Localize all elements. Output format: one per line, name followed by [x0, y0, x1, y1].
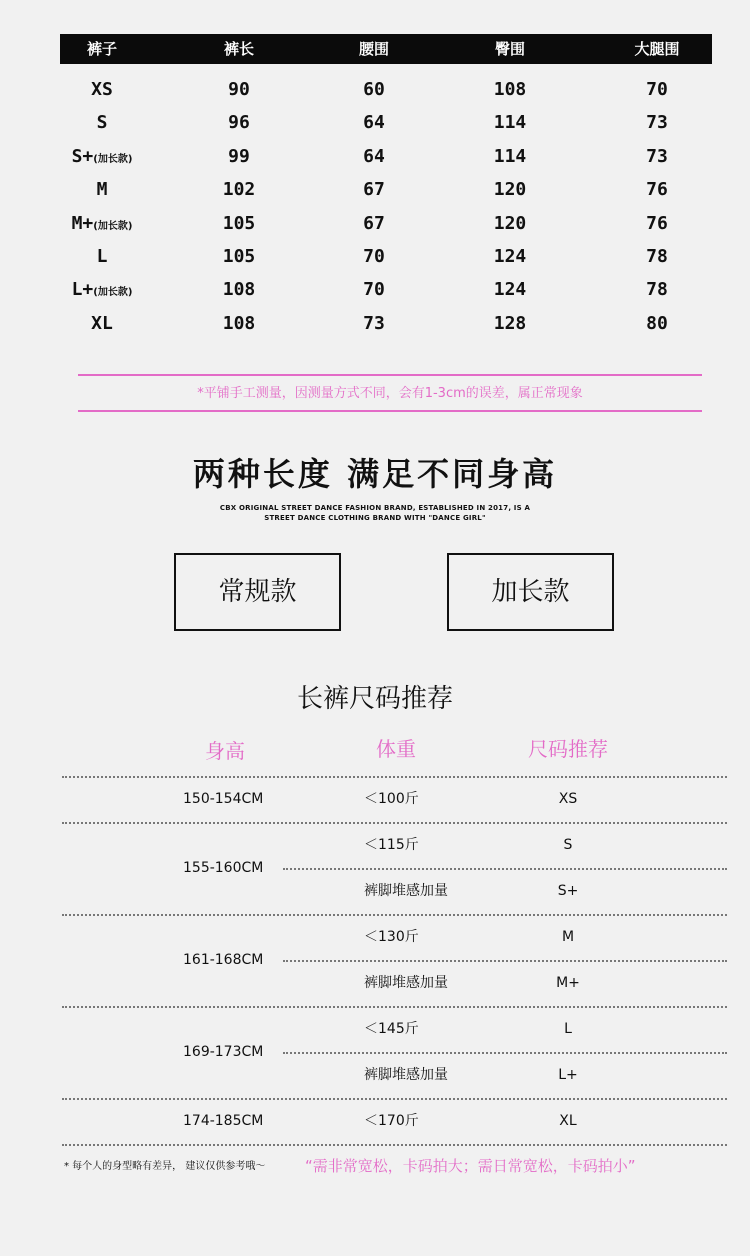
rec-weight: ＜115斤: [364, 837, 419, 853]
size-value-cell: 108: [222, 279, 256, 301]
rec-size: M+: [556, 975, 580, 991]
size-row: [0, 242, 750, 272]
size-label: XL: [91, 312, 113, 334]
size-value-cell: 124: [493, 279, 527, 301]
size-row: [0, 275, 750, 305]
rec-height: 169-173CM: [183, 1044, 264, 1060]
size-value-cell: 64: [363, 145, 385, 167]
footer-quote: “需非常宽松，卡码拍大；需日常宽松，卡码拍小”: [305, 1157, 636, 1175]
rec-divider: [62, 914, 727, 916]
size-value-cell: 67: [363, 212, 385, 234]
size-value-cell: 73: [646, 112, 668, 134]
size-value-cell: 78: [646, 279, 668, 301]
size-note: (加长款): [93, 220, 133, 232]
size-label-cell: [52, 275, 152, 308]
size-row: [0, 142, 750, 172]
rec-height: 155-160CM: [183, 860, 264, 876]
size-label: L+: [71, 279, 94, 301]
rec-height: 174-185CM: [183, 1113, 264, 1129]
rec-height: 161-168CM: [183, 952, 264, 968]
size-label-cell: [52, 75, 152, 105]
size-header-cell: 裤子: [86, 40, 117, 58]
rec-weight: 裤脚堆感加量: [364, 883, 448, 899]
size-value-cell: 105: [222, 246, 256, 267]
size-value-cell: 108: [493, 79, 527, 100]
size-label-cell: [52, 242, 152, 272]
size-value-cell: 64: [363, 112, 385, 134]
rec-size: S+: [557, 883, 579, 899]
divider-bottom: [78, 410, 702, 412]
rec-weight: ＜130斤: [364, 929, 419, 945]
size-value-cell: 70: [646, 79, 668, 100]
size-header-cell: 腰围: [358, 40, 389, 58]
size-value-cell: 76: [646, 212, 668, 234]
rec-header-height: 身高: [205, 739, 245, 763]
rec-divider: [62, 822, 727, 824]
size-value-cell: 124: [493, 246, 527, 267]
size-value-cell: 70: [363, 279, 385, 301]
size-value-cell: 60: [363, 79, 385, 100]
rec-weight: ＜170斤: [364, 1113, 419, 1129]
size-label-cell: [52, 209, 152, 242]
size-label: L: [96, 246, 108, 267]
rec-size: XS: [558, 791, 578, 807]
size-label-cell: [52, 142, 152, 175]
rec-size: L+: [558, 1067, 578, 1083]
size-value-cell: 128: [493, 312, 527, 334]
rec-weight: ＜100斤: [364, 791, 419, 807]
size-label: S: [96, 112, 108, 134]
size-header-cell: 臀围: [494, 40, 525, 58]
rec-divider: [62, 1144, 727, 1146]
regular-length-box: 常规款: [174, 553, 341, 631]
size-value-cell: 80: [646, 312, 668, 334]
size-label: S+: [71, 145, 94, 167]
rec-height: 150-154CM: [183, 791, 264, 807]
rec-weight: 裤脚堆感加量: [364, 975, 448, 991]
size-value-cell: 99: [228, 145, 250, 167]
size-label: XS: [91, 79, 113, 100]
size-label-cell: [52, 175, 152, 205]
length-subtitle: [0, 503, 750, 523]
size-value-cell: 105: [222, 212, 256, 234]
size-label: M+: [71, 212, 94, 234]
rec-weight: ＜145斤: [364, 1021, 419, 1037]
size-value-cell: 120: [493, 179, 527, 201]
rec-subdivider: [283, 1052, 727, 1054]
size-note: (加长款): [93, 153, 133, 165]
size-header-cell: 大腿围: [634, 40, 680, 58]
rec-size: S: [563, 837, 573, 853]
size-value-cell: 102: [222, 179, 256, 201]
size-value-cell: 96: [228, 112, 250, 134]
size-note: (加长款): [93, 287, 133, 299]
size-value-cell: 120: [493, 212, 527, 234]
divider-top: [78, 374, 702, 376]
length-title: 两种长度 满足不同身高: [192, 455, 558, 493]
rec-divider: [62, 1098, 727, 1100]
long-length-box: 加长款: [447, 553, 614, 631]
rec-divider: [62, 776, 727, 778]
rec-size: L: [564, 1021, 572, 1037]
length-subtitle-line1: CBX ORIGINAL STREET DANCE FASHION BRAND, ESTABLISHED IN 2017, IS A: [219, 504, 531, 512]
size-row: [0, 175, 750, 205]
rec-subdivider: [283, 960, 727, 962]
size-row: [0, 209, 750, 239]
size-value-cell: 114: [493, 112, 527, 134]
footer-note: * 每个人的身型略有差异， 建议仅供参考哦～: [64, 1161, 266, 1172]
size-value-cell: 73: [363, 312, 385, 334]
size-table-header: [60, 34, 712, 64]
size-value-cell: 73: [646, 145, 668, 167]
rec-size: XL: [559, 1113, 577, 1129]
rec-header-weight: 体重: [376, 737, 416, 761]
size-label: M: [96, 179, 108, 201]
size-label-cell: [52, 108, 152, 138]
rec-header-size: 尺码推荐: [528, 737, 608, 761]
size-value-cell: 67: [363, 179, 385, 201]
size-value-cell: 78: [646, 246, 668, 267]
recommendation-title: 长裤尺码推荐: [296, 684, 453, 714]
size-value-cell: 108: [222, 312, 256, 334]
rec-subdivider: [283, 868, 727, 870]
size-value-cell: 70: [363, 246, 385, 267]
size-row: [0, 108, 750, 138]
length-subtitle-line2: STREET DANCE CLOTHING BRAND WITH "DANCE GIRL": [264, 514, 486, 522]
size-row: [0, 309, 750, 339]
rec-weight: 裤脚堆感加量: [364, 1067, 448, 1083]
rec-divider: [62, 1006, 727, 1008]
size-header-cell: 裤长: [223, 40, 254, 58]
rec-size: M: [561, 929, 575, 945]
size-row: [0, 75, 750, 105]
size-label-cell: [52, 309, 152, 339]
size-value-cell: 114: [493, 145, 527, 167]
size-value-cell: 76: [646, 179, 668, 201]
measure-note: *平铺手工测量，因测量方式不同，会有1-3cm的误差，属正常现象: [197, 386, 583, 401]
size-value-cell: 90: [228, 79, 250, 100]
